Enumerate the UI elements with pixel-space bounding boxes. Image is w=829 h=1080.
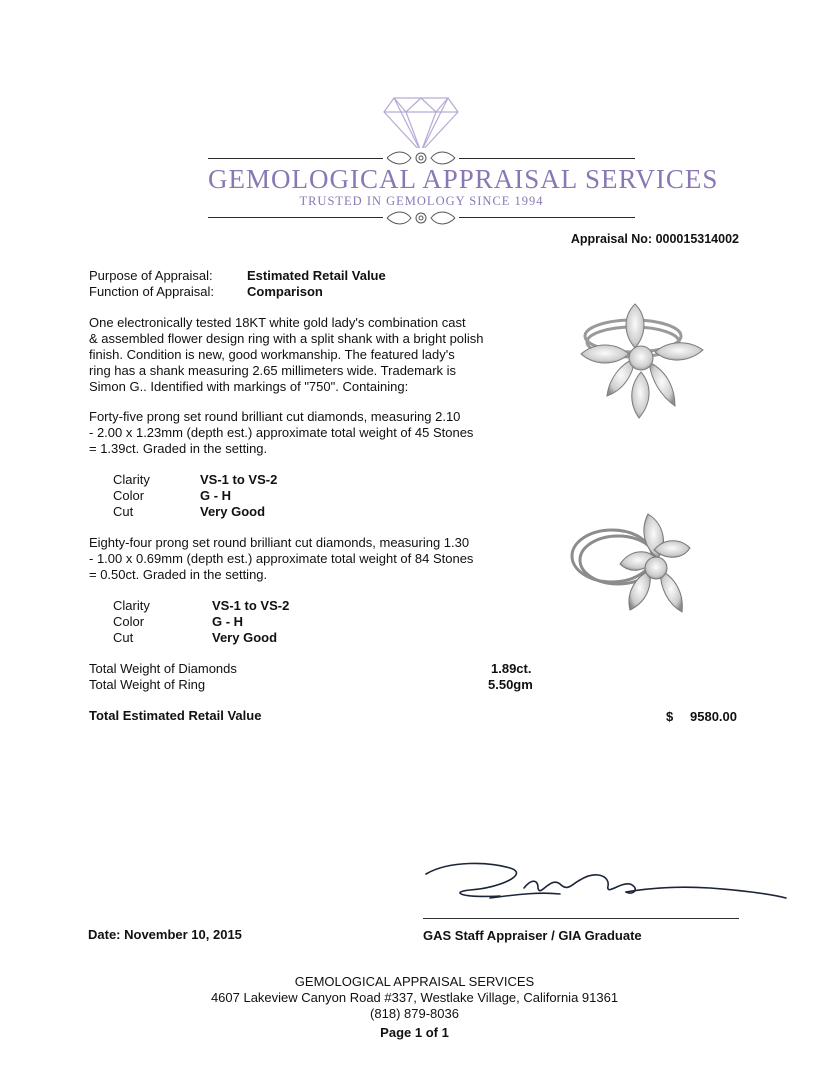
item-description — [89, 315, 484, 395]
appraiser-signature — [420, 858, 790, 918]
stones1-color-label: Color — [113, 488, 145, 503]
stones2-cut-value: Very Good — [212, 630, 278, 645]
currency-symbol: $ — [666, 709, 674, 724]
total-ring-value: 5.50gm — [488, 677, 533, 692]
description-line: Simon G.. Identified with markings of "750". Containing: — [89, 379, 409, 394]
total-diamonds-value: 1.89ct. — [491, 661, 532, 676]
stones2-clarity-value: VS-1 to VS-2 — [212, 598, 290, 613]
total-diamonds-label: Total Weight of Diamonds — [89, 661, 237, 676]
function-value: Comparison — [247, 284, 323, 299]
description-line: finish. Condition is new, good workmanship. The featured lady's — [89, 347, 455, 362]
description-line: One electronically tested 18KT white gold lady's combination cast — [89, 315, 466, 330]
total-retail-label: Total Estimated Retail Value — [89, 708, 262, 723]
total-retail-value: 9580.00 — [690, 709, 737, 724]
stones1-color-value: G - H — [200, 488, 232, 503]
stones2-line: Eighty-four prong set round brilliant cut diamonds, measuring 1.30 — [89, 535, 470, 550]
total-ring-label: Total Weight of Ring — [89, 677, 206, 692]
description-line: & assembled flower design ring with a split shank with a bright polish — [89, 331, 484, 346]
stones2-clarity-label: Clarity — [113, 598, 150, 613]
appraiser-title: GAS Staff Appraiser / GIA Graduate — [423, 928, 642, 943]
company-tagline: TRUSTED IN GEMOLOGY SINCE 1994 — [299, 194, 544, 208]
description-line: ring has a shank measuring 2.65 millimeters wide. Trademark is — [89, 363, 457, 378]
purpose-label: Purpose of Appraisal: — [89, 268, 213, 283]
stones2-cut-label: Cut — [113, 630, 134, 645]
signature-line — [423, 918, 739, 919]
ring-image-top — [563, 296, 713, 426]
stones1-cut-label: Cut — [113, 504, 134, 519]
footer-address: 4607 Lakeview Canyon Road #337, Westlake Village, California 91361 — [210, 990, 619, 1005]
stones1-line: = 1.39ct. Graded in the setting. — [89, 441, 268, 456]
company-logo-title: GEMOLOGICAL APPRAISAL SERVICES — [208, 164, 719, 194]
ring-image-bottom — [560, 500, 710, 630]
stones1-clarity-value: VS-1 to VS-2 — [200, 472, 278, 487]
appraisal-number: Appraisal No: 000015314002 — [570, 232, 739, 246]
stones2-description — [89, 535, 473, 583]
stones1-line: Forty-five prong set round brilliant cut diamonds, measuring 2.10 — [89, 409, 461, 424]
purpose-value: Estimated Retail Value — [247, 268, 386, 283]
footer-company: GEMOLOGICAL APPRAISAL SERVICES — [294, 974, 535, 989]
stones1-line: - 2.00 x 1.23mm (depth est.) approximate total weight of 45 Stones — [89, 425, 474, 440]
stones1-clarity-label: Clarity — [113, 472, 150, 487]
stones1-description — [89, 409, 473, 457]
function-label: Function of Appraisal: — [89, 284, 215, 299]
ornament-bottom-icon — [383, 208, 459, 228]
footer-phone: (818) 879-8036 — [370, 1006, 459, 1021]
appraisal-date: Date: November 10, 2015 — [88, 927, 242, 942]
stones1-cut-value: Very Good — [200, 504, 266, 519]
stones2-line: - 1.00 x 0.69mm (depth est.) approximate total weight of 84 Stones — [89, 551, 474, 566]
stones2-color-value: G - H — [212, 614, 244, 629]
diamond-logo-icon — [382, 96, 460, 154]
stones2-line: = 0.50ct. Graded in the setting. — [89, 567, 268, 582]
page-number: Page 1 of 1 — [380, 1025, 449, 1040]
stones2-color-label: Color — [113, 614, 145, 629]
